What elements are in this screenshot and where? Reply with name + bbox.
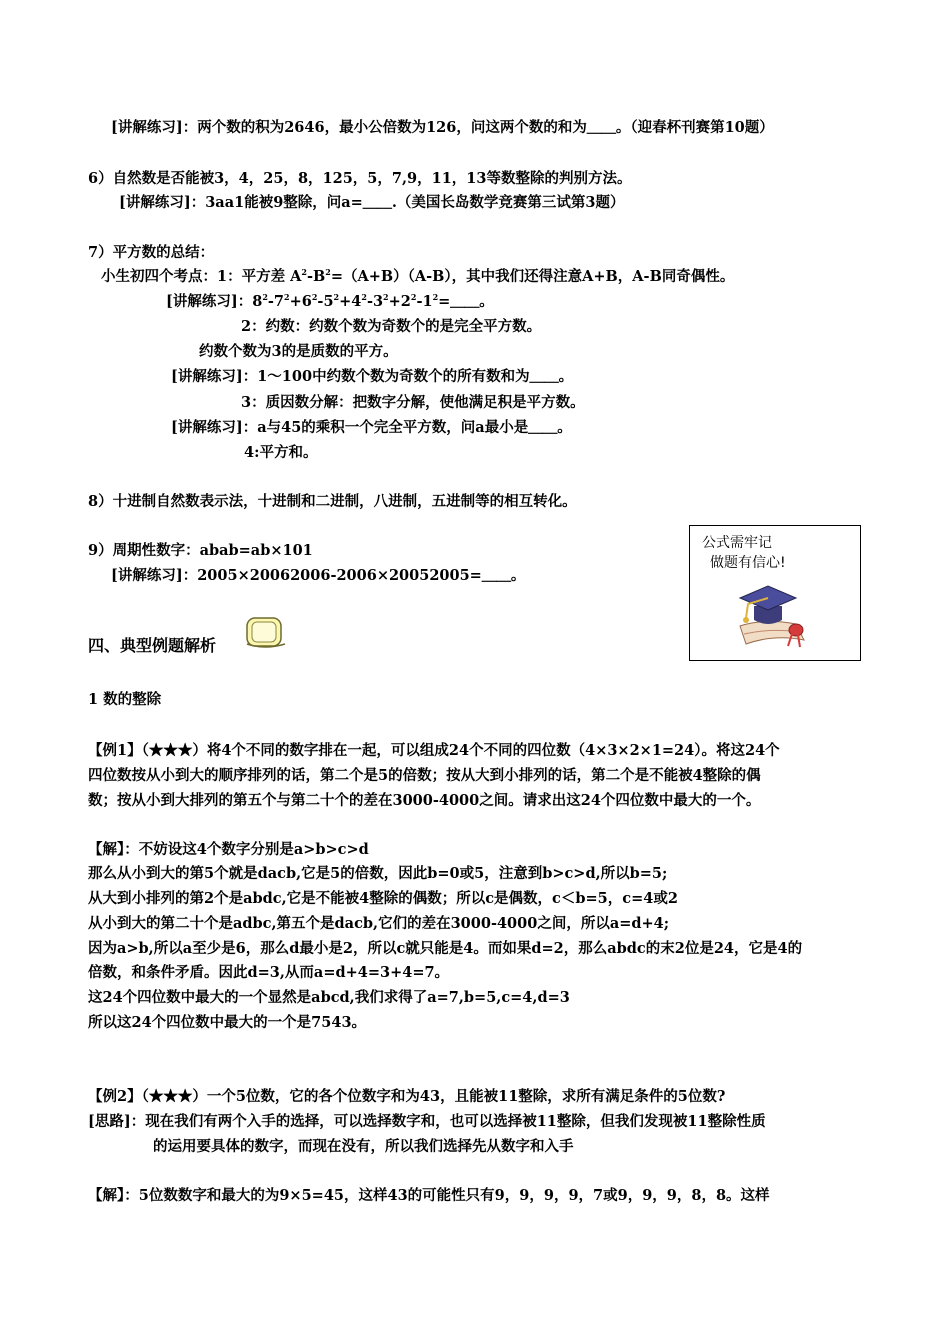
sol1-line-1: 【解】：不妨设这4个数字分别是a>b>c>d	[88, 841, 369, 858]
callout-line1: 公式需牢记	[702, 535, 772, 551]
sec7-point4: 4:平方和。	[244, 444, 318, 461]
sol2-line: 【解】：5位数数字和最大的为9×5=45，这样43的可能性只有9，9，9，9，7或9，9，9，8，8。这样	[88, 1187, 770, 1204]
graduation-cap-icon	[734, 574, 814, 654]
ex1-line-2: 四位数按从小到大的顺序排列的话，第二个是5的倍数；按从大到小排列的话，第二个是不能被4整除的偶	[88, 767, 761, 784]
ex1-line-1: 【例1】（★★★）将4个不同的数字排在一起，可以组成24个不同的四位数（4×3×2×1=24）。将这24个	[88, 742, 780, 759]
sub1-heading: 1 数的整除	[88, 691, 162, 708]
callout-line2: 做题有信心!	[710, 555, 786, 571]
sol1-line-6: 倍数，和条件矛盾。因此d=3,从而a=d+4=3+4=7。	[88, 964, 450, 981]
sec9-practice: [讲解练习]：2005×20062006-2006×20052005=＿＿。	[111, 567, 526, 584]
scroll-icon	[241, 614, 289, 652]
formula-callout-box	[689, 525, 861, 661]
sec7-title: 7）平方数的总结：	[88, 244, 215, 261]
sol1-line-7: 这24个四位数中最大的一个显然是abcd,我们求得了a=7,b=5,c=4,d=3	[88, 989, 570, 1006]
sec7-point2b: 约数个数为3的是质数的平方。	[199, 343, 398, 360]
sol1-line-2: 那么从小到大的第5个就是dacb,它是5的倍数，因此b=0或5，注意到b>c>d,所以b=5;	[88, 865, 668, 882]
sec9-title: 9）周期性数字：abab=ab×101	[88, 542, 313, 559]
sec8-title: 8）十进制自然数表示法，十进制和二进制，八进制，五进制等的相互转化。	[88, 493, 577, 510]
sec7-practice1: [讲解练习]：$8^2-7^2+6^2-5^2+4^2-3^2+2^2-1^2=\_\_$。	[166, 292, 494, 310]
sec7-practice3: [讲解练习]：a与45的乘积一个完全平方数，问a最小是＿＿。	[171, 419, 572, 436]
sec6-title: 6）自然数是否能被3，4，25，8，125，5，7,9，11，13等数整除的判别方法。	[88, 170, 632, 187]
ex2-line: 【例2】（★★★）一个5位数，它的各个位数字和为43，且能被11整除，求所有满足条件的5位数?	[88, 1088, 726, 1105]
sol1-line-8: 所以这24个四位数中最大的一个是7543。	[88, 1014, 367, 1031]
ex1-line-3: 数；按从小到大排列的第五个与第二十个的差在3000-4000之间。请求出这24个四位数中最大的一个。	[88, 792, 761, 809]
sol1-line-4: 从小到大的第二十个是adbc,第五个是dacb,它们的差在3000-4000之间，所以a=d+4;	[88, 915, 670, 932]
idea-line-1: [思路]：现在我们有两个入手的选择，可以选择数字和，也可以选择被11整除，但我们发现被11整除性质	[88, 1113, 766, 1130]
sol1-line-5: 因为a>b,所以a至少是6，那么d最小是2，所以c就只能是4。而如果d=2，那么abdc的末2位是24，它是4的	[88, 940, 803, 957]
section4-heading: 四、典型例题解析	[88, 636, 217, 655]
sol1-line-3: 从大到小排列的第2个是abdc,它是不能被4整除的偶数；所以c是偶数，c＜b=5，c=4或2	[88, 890, 678, 907]
sec5-practice: [讲解练习]：两个数的积为2646，最小公倍数为126，问这两个数的和为＿＿。（迎春杯刊赛第10题）	[111, 119, 774, 136]
sec7-practice2: [讲解练习]：1～100中约数个数为奇数个的所有数和为＿＿。	[171, 368, 574, 385]
sec7-point2: 2：约数：约数个数为奇数个的是完全平方数。	[241, 318, 542, 335]
sec6-practice: [讲解练习]：3aa1能被9整除，问a=＿＿.（美国长岛数学竞赛第三试第3题）	[119, 194, 625, 211]
sec7-point3: 3：质因数分解：把数字分解，使他满足积是平方数。	[241, 394, 585, 411]
sec7-point1: 小生初四个考点：1：平方差 $A^2-B^2=(A+B)(A-B)$，其中我们还得注意A+B，A-B同奇偶性。	[101, 267, 735, 285]
idea-line-2: 的运用要具体的数字，而现在没有，所以我们选择先从数字和入手	[153, 1138, 574, 1155]
